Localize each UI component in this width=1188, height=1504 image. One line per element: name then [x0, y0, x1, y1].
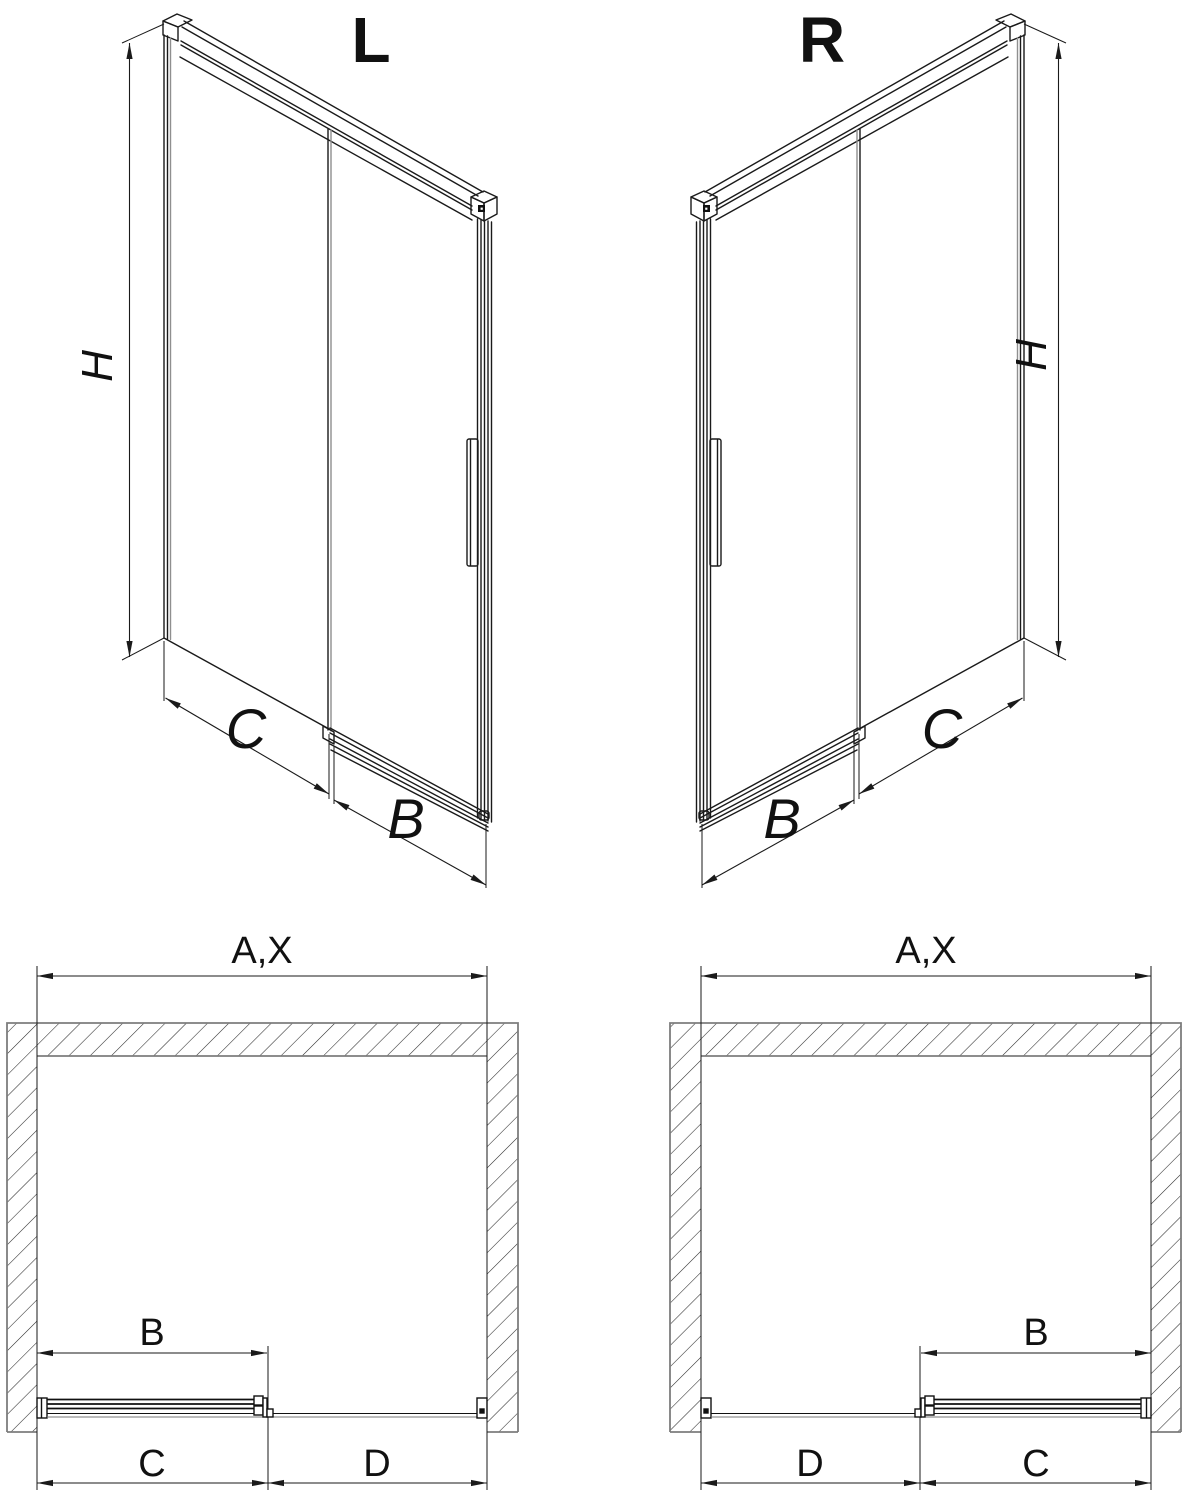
view-title-left: L	[351, 4, 391, 76]
iso-view-right	[691, 4, 1066, 888]
wall-hatch-top	[670, 1023, 1181, 1056]
label-total-width-right-plan: A,X	[895, 930, 957, 972]
label-opening-right-plan: D	[796, 1443, 824, 1485]
wall-hatch-right	[1151, 1056, 1181, 1432]
wall-hatch-right	[487, 1056, 518, 1432]
plan-view-right	[670, 930, 1181, 1490]
roller-block	[925, 1406, 934, 1415]
wall-outline	[7, 1023, 518, 1432]
label-total-width-left-plan: A,X	[231, 930, 293, 972]
wall-hatch-top	[7, 1023, 518, 1056]
label-door-right: B	[763, 787, 801, 850]
label-fixed-right-plan: C	[1022, 1443, 1050, 1485]
door-assembly-plan	[37, 1396, 487, 1418]
wall-hatch-left	[7, 1056, 37, 1432]
roller-block	[254, 1396, 263, 1405]
wall-profile	[477, 1398, 487, 1418]
door-assembly-plan	[701, 1396, 1151, 1418]
roller-block	[925, 1396, 934, 1405]
label-fixed-left-plan: C	[138, 1443, 166, 1485]
label-fixed-right: C	[921, 697, 963, 760]
label-opening-left-plan: D	[363, 1443, 391, 1485]
label-door-left-plan: B	[139, 1312, 165, 1354]
plan-view-left	[7, 930, 518, 1490]
wall-outline	[670, 1023, 1181, 1432]
label-door-left: B	[387, 787, 425, 850]
view-title-right: R	[798, 4, 846, 76]
wall-profile	[701, 1398, 711, 1418]
label-door-right-plan: B	[1023, 1312, 1049, 1354]
iso-view-left	[73, 4, 497, 888]
wall-hatch-left	[670, 1056, 701, 1432]
label-height-right: H	[1007, 339, 1056, 371]
label-height-left: H	[73, 350, 122, 382]
label-fixed-left: C	[225, 697, 267, 760]
roller-block	[254, 1406, 263, 1415]
